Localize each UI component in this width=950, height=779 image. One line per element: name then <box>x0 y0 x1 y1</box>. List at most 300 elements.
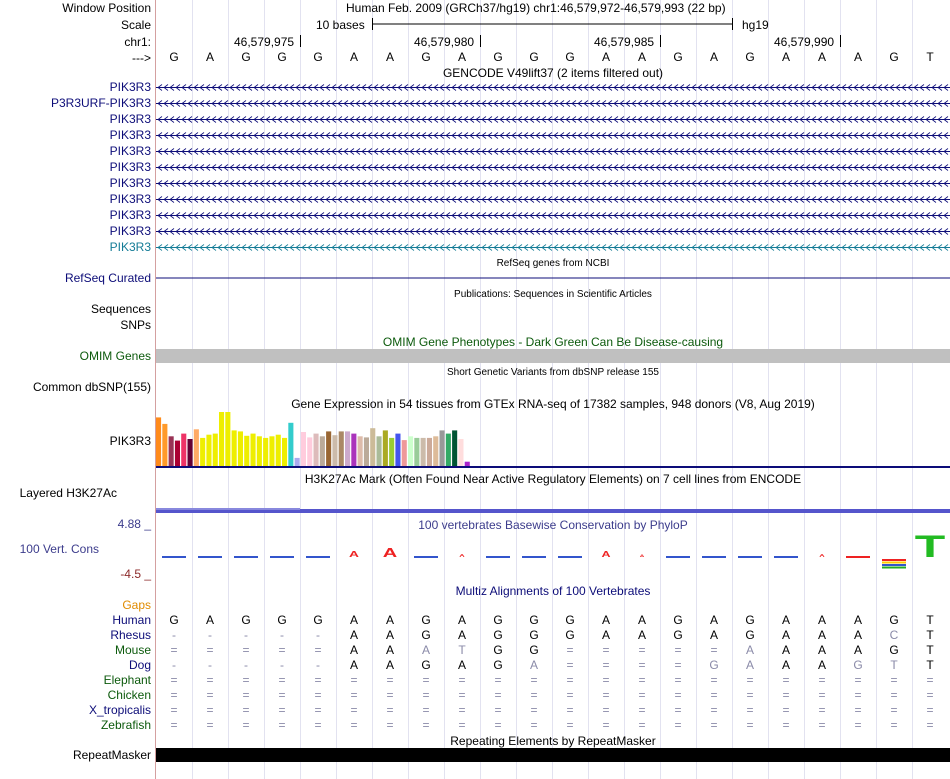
base-letter: A <box>637 50 646 64</box>
gtex-tissue-bar[interactable] <box>314 434 319 466</box>
alignment-base: = <box>350 703 358 717</box>
alignment-base: = <box>206 673 214 687</box>
alignment-base: = <box>386 718 394 732</box>
alignment-base: = <box>782 688 790 702</box>
alignment-base: T <box>458 643 466 657</box>
gtex-tissue-bar[interactable] <box>251 434 256 466</box>
base-letter: A <box>601 50 610 64</box>
alignment-base: G <box>565 613 575 627</box>
gene-label-pik3r3[interactable]: PIK3R3 <box>109 192 151 206</box>
alignment-base: = <box>566 688 574 702</box>
species-label[interactable]: Chicken <box>107 688 151 702</box>
phylop-logo-letter: A <box>382 545 398 560</box>
gtex-tissue-bar[interactable] <box>351 434 356 466</box>
gtex-tissue-bar[interactable] <box>358 436 363 466</box>
alignment-base: = <box>242 673 250 687</box>
gtex-tissue-bar[interactable] <box>175 441 180 466</box>
alignment-base: = <box>674 673 682 687</box>
alignment-base: = <box>638 643 646 657</box>
phylop-flat-mark <box>522 556 546 558</box>
gtex-tissue-bar[interactable] <box>269 436 274 466</box>
publications-track-title: Publications: Sequences in Scientific Articles <box>454 289 652 300</box>
alignment-base: = <box>278 643 286 657</box>
alignment-base: = <box>530 703 538 717</box>
refseq-line[interactable] <box>156 271 950 285</box>
alignment-base: A <box>817 643 826 657</box>
alignment-base: G <box>277 613 287 627</box>
alignment-base: = <box>206 688 214 702</box>
phylop-logo-letter: A <box>459 553 465 559</box>
alignment-base: = <box>494 703 502 717</box>
gencode-track-title: GENCODE V49lift37 (2 items filtered out) <box>442 66 664 80</box>
phylop-logo[interactable] <box>156 532 950 582</box>
alignment-base: T <box>926 658 934 672</box>
coord-tick-label: 46,579,980 <box>414 35 475 49</box>
gene-label-p3r3urf-pik3r3[interactable]: P3R3URF-PIK3R3 <box>50 96 151 110</box>
common-dbsnp-label[interactable]: Common dbSNP(155) <box>32 380 151 394</box>
alignment-base: A <box>781 643 790 657</box>
repeatmasker-track-title: Repeating Elements by RepeatMasker <box>450 734 656 748</box>
gaps-label[interactable]: Gaps <box>122 598 151 612</box>
alignment-base: A <box>457 658 466 672</box>
coord-tick-label: 46,579,990 <box>774 35 835 49</box>
alignment-base: = <box>278 703 286 717</box>
gtex-tissue-bar[interactable] <box>162 424 167 466</box>
phylop-flat-mark <box>198 556 222 558</box>
base-letter: A <box>817 50 826 64</box>
alignment-base: = <box>818 703 826 717</box>
sequences-label[interactable]: Sequences <box>90 302 151 316</box>
alignment-base: = <box>890 718 898 732</box>
gtex-tissue-bar[interactable] <box>263 438 268 466</box>
alignment-base: = <box>278 688 286 702</box>
layered-h3k27ac-label[interactable]: Layered H3K27Ac <box>19 486 117 500</box>
alignment-base: G <box>745 628 755 642</box>
phylop-max-label: 4.88 _ <box>117 517 151 531</box>
alignment-base: G <box>565 628 575 642</box>
alignment-base: = <box>458 673 466 687</box>
scale-label: Scale <box>120 18 151 32</box>
alignment-base: - <box>316 658 320 672</box>
alignment-base: = <box>674 643 682 657</box>
gtex-tissue-bar[interactable] <box>414 438 419 466</box>
gene-label-pik3r3[interactable]: PIK3R3 <box>109 224 151 238</box>
scale-bar <box>156 17 950 31</box>
alignment-base: A <box>853 613 862 627</box>
alignment-base: G <box>673 628 683 642</box>
phylop-logo-letter: A <box>819 553 825 559</box>
alignment-base: A <box>781 628 790 642</box>
gtex-tissue-bar[interactable] <box>194 429 199 466</box>
alignment-base: = <box>242 643 250 657</box>
strand-arrow-label: ---> <box>132 51 151 65</box>
alignment-base: = <box>278 673 286 687</box>
alignment-base: A <box>529 658 538 672</box>
base-letter: G <box>745 50 755 64</box>
gtex-tissue-bar[interactable] <box>402 440 407 466</box>
alignment-base: A <box>601 613 610 627</box>
alignment-base: = <box>494 718 502 732</box>
alignment-base: = <box>710 688 718 702</box>
gtex-tissue-bar[interactable] <box>408 436 413 466</box>
alignment-base: = <box>854 673 862 687</box>
alignment-base: - <box>244 628 248 642</box>
alignment-base: = <box>890 673 898 687</box>
alignment-base: = <box>350 673 358 687</box>
gtex-tissue-bar[interactable] <box>395 434 400 466</box>
alignment-base: = <box>314 703 322 717</box>
alignment-base: G <box>529 643 539 657</box>
base-letter: T <box>926 50 934 64</box>
phylop-flat-mark <box>306 556 330 558</box>
gtex-tissue-bar[interactable] <box>332 435 337 466</box>
alignment-base: A <box>637 628 646 642</box>
gtex-tissue-bar[interactable] <box>295 458 300 466</box>
alignment-base: = <box>566 673 574 687</box>
alignment-base: = <box>746 673 754 687</box>
alignment-base: G <box>493 628 503 642</box>
gtex-tissue-bar[interactable] <box>200 438 205 466</box>
alignment-base: = <box>386 673 394 687</box>
alignment-base: = <box>422 688 430 702</box>
gtex-tissue-bar[interactable] <box>307 437 312 466</box>
base-letter: G <box>565 50 575 64</box>
base-letter: G <box>889 50 899 64</box>
alignment-base: G <box>889 613 899 627</box>
base-letter: G <box>673 50 683 64</box>
alignment-base: T <box>926 643 934 657</box>
alignment-base: A <box>601 628 610 642</box>
alignment-base: - <box>172 628 176 642</box>
base-letter: A <box>853 50 862 64</box>
alignment-base: T <box>926 613 934 627</box>
alignment-base: = <box>602 658 610 672</box>
gtex-tissue-bar[interactable] <box>446 434 451 466</box>
gtex-bar-chart[interactable] <box>156 411 950 469</box>
gtex-tissue-bar[interactable] <box>238 431 243 466</box>
alignment-base: = <box>746 703 754 717</box>
coord-tick-label: 46,579,985 <box>594 35 655 49</box>
vert-cons-label[interactable]: 100 Vert. Cons <box>19 542 99 556</box>
gtex-tissue-bar[interactable] <box>370 428 375 466</box>
gtex-tissue-bar[interactable] <box>288 423 293 466</box>
phylop-logo-letter: A <box>349 550 359 560</box>
alignment-base: A <box>745 658 754 672</box>
snps-label[interactable]: SNPs <box>120 318 151 332</box>
gtex-tissue-bar[interactable] <box>257 436 262 466</box>
alignment-base: = <box>782 718 790 732</box>
base-letter: A <box>349 50 358 64</box>
phylop-flat-mark <box>846 556 870 558</box>
alignment-base: = <box>854 703 862 717</box>
phylop-negative-mark <box>882 564 906 566</box>
assembly-label: hg19 <box>742 18 769 32</box>
window-position-text: Human Feb. 2009 (GRCh37/hg19) chr1:46,579,972-46,579,993 (22 bp) <box>346 1 726 15</box>
species-label[interactable]: Human <box>112 613 151 627</box>
alignment-base: = <box>782 673 790 687</box>
alignment-base: G <box>493 658 503 672</box>
alignment-base: = <box>926 703 934 717</box>
alignment-base: = <box>854 718 862 732</box>
phylop-flat-mark <box>738 556 762 558</box>
alignment-base: A <box>457 628 466 642</box>
alignment-base: = <box>566 658 574 672</box>
alignment-base: A <box>853 643 862 657</box>
alignment-base: G <box>421 658 431 672</box>
alignment-base: = <box>170 703 178 717</box>
alignment-base: A <box>349 643 358 657</box>
scale-text: 10 bases <box>316 18 365 32</box>
refseq-track-title: RefSeq genes from NCBI <box>496 258 610 269</box>
phylop-logo-letter: A <box>601 551 611 560</box>
alignment-base: = <box>638 703 646 717</box>
alignment-base: = <box>746 688 754 702</box>
alignment-base: = <box>818 718 826 732</box>
refseq-curated-label[interactable]: RefSeq Curated <box>64 271 151 285</box>
alignment-base: = <box>458 703 466 717</box>
gtex-tissue-bar[interactable] <box>225 412 230 466</box>
alignment-base: = <box>926 673 934 687</box>
alignment-base: = <box>206 718 214 732</box>
alignment-base: = <box>710 673 718 687</box>
alignment-base: = <box>278 718 286 732</box>
coord-ticks <box>156 34 950 48</box>
gtex-tissue-bar[interactable] <box>326 431 331 466</box>
base-letter: G <box>277 50 287 64</box>
repeatmasker-label[interactable]: RepeatMasker <box>72 748 151 762</box>
gtex-tissue-bar[interactable] <box>440 430 445 466</box>
alignment-base: A <box>709 628 718 642</box>
alignment-base: = <box>458 688 466 702</box>
alignment-base: G <box>313 613 323 627</box>
alignment-base: A <box>817 628 826 642</box>
gene-label-pik3r3[interactable]: PIK3R3 <box>109 160 151 174</box>
alignment-base: = <box>926 688 934 702</box>
phylop-flat-mark <box>234 556 258 558</box>
base-letter: A <box>457 50 466 64</box>
alignment-base: = <box>674 703 682 717</box>
omim-gene-bar[interactable] <box>156 349 950 363</box>
species-label[interactable]: Elephant <box>103 673 151 687</box>
alignment-base: = <box>242 688 250 702</box>
base-letter: A <box>205 50 214 64</box>
alignment-base: = <box>206 643 214 657</box>
alignment-base: = <box>206 703 214 717</box>
gtex-tissue-bar[interactable] <box>282 438 287 466</box>
gtex-tissue-bar[interactable] <box>427 438 432 466</box>
alignment-base: G <box>889 643 899 657</box>
species-label[interactable]: Mouse <box>114 643 151 657</box>
h3k27ac-signal[interactable] <box>156 486 950 514</box>
alignment-base: A <box>349 613 358 627</box>
phylop-negative-mark <box>882 562 906 564</box>
track-area[interactable] <box>156 0 950 779</box>
gene-label-pik3r3-last[interactable]: PIK3R3 <box>109 240 151 254</box>
alignment-base: = <box>386 688 394 702</box>
gtex-tissue-bar[interactable] <box>433 436 438 466</box>
alignment-base: T <box>890 658 898 672</box>
omim-genes-label[interactable]: OMIM Genes <box>79 349 151 363</box>
gtex-tissue-bar[interactable] <box>232 430 237 466</box>
alignment-base: G <box>745 613 755 627</box>
gtex-tissue-bar[interactable] <box>377 436 382 466</box>
alignment-base: - <box>244 658 248 672</box>
alignment-base: - <box>172 658 176 672</box>
alignment-base: = <box>530 673 538 687</box>
phylop-flat-mark <box>414 556 438 558</box>
alignment-base: = <box>638 673 646 687</box>
base-letter: A <box>781 50 790 64</box>
alignment-base: A <box>781 613 790 627</box>
gtex-tissue-bar[interactable] <box>320 436 325 466</box>
alignment-base: = <box>890 688 898 702</box>
alignment-base: - <box>280 658 284 672</box>
alignment-base: = <box>314 688 322 702</box>
alignment-base: = <box>710 718 718 732</box>
gtex-tissue-bar[interactable] <box>465 462 470 466</box>
gene-label-pik3r3-1[interactable]: PIK3R3 <box>109 80 151 94</box>
alignment-base: = <box>602 673 610 687</box>
alignment-base: = <box>710 703 718 717</box>
alignment-base: A <box>205 613 214 627</box>
alignment-base: A <box>817 658 826 672</box>
alignment-base: = <box>350 718 358 732</box>
alignment-base: = <box>422 703 430 717</box>
alignment-base: G <box>421 628 431 642</box>
alignment-base: G <box>493 613 503 627</box>
gtex-tissue-bar[interactable] <box>188 439 193 466</box>
alignment-base: = <box>314 673 322 687</box>
alignment-base: A <box>745 643 754 657</box>
alignment-base: = <box>746 718 754 732</box>
gtex-tissue-bar[interactable] <box>452 430 457 466</box>
alignment-base: - <box>280 628 284 642</box>
alignment-base: = <box>170 718 178 732</box>
alignment-base: = <box>566 643 574 657</box>
gene-label-pik3r3[interactable]: PIK3R3 <box>109 112 151 126</box>
alignment-base: = <box>350 688 358 702</box>
gtex-tissue-bar[interactable] <box>219 412 224 466</box>
base-letter: G <box>313 50 323 64</box>
gtex-tissue-bar[interactable] <box>276 435 281 466</box>
phylop-negative-mark <box>882 559 906 561</box>
alignment-base: = <box>386 703 394 717</box>
gencode-transcripts[interactable] <box>156 80 950 256</box>
gtex-tissue-bar[interactable] <box>156 417 161 466</box>
alignment-base: G <box>853 658 863 672</box>
alignment-base: A <box>385 643 394 657</box>
alignment-base: = <box>818 673 826 687</box>
alignment-base: G <box>529 613 539 627</box>
alignment-base: G <box>673 613 683 627</box>
alignment-base: = <box>890 703 898 717</box>
species-label[interactable]: Zebrafish <box>100 718 151 732</box>
gtex-tissue-bar[interactable] <box>213 434 218 466</box>
gene-label-pik3r3[interactable]: PIK3R3 <box>109 208 151 222</box>
gene-label-pik3r3[interactable]: PIK3R3 <box>109 176 151 190</box>
alignment-base: = <box>710 643 718 657</box>
alignment-base: A <box>709 613 718 627</box>
gtex-tissue-bar[interactable] <box>169 436 174 466</box>
base-letter: G <box>241 50 251 64</box>
gtex-tissue-bar[interactable] <box>244 436 249 466</box>
alignment-base: = <box>170 643 178 657</box>
species-label[interactable]: Rhesus <box>110 628 151 642</box>
alignment-base: = <box>530 718 538 732</box>
gtex-tissue-bar[interactable] <box>339 431 344 466</box>
gtex-tissue-bar[interactable] <box>383 430 388 466</box>
alignment-base: G <box>529 628 539 642</box>
gtex-tissue-bar[interactable] <box>181 434 186 466</box>
gtex-tissue-bar[interactable] <box>345 431 350 466</box>
phylop-min-label: -4.5 _ <box>120 567 151 581</box>
gtex-tissue-bar[interactable] <box>421 438 426 466</box>
alignment-base: G <box>169 613 179 627</box>
gtex-tissue-bar[interactable] <box>458 439 463 466</box>
gtex-tissue-bar[interactable] <box>301 432 306 466</box>
alignment-base: = <box>314 643 322 657</box>
alignment-base: A <box>421 643 430 657</box>
alignment-base: = <box>494 688 502 702</box>
phylop-flat-mark <box>774 556 798 558</box>
alignment-base: = <box>314 718 322 732</box>
species-label[interactable]: Dog <box>128 658 151 672</box>
gtex-tissue-bar[interactable] <box>364 437 369 466</box>
track-labels <box>0 0 155 779</box>
coord-tick-label: 46,579,975 <box>234 35 295 49</box>
base-letter: A <box>385 50 394 64</box>
alignment-base: A <box>385 613 394 627</box>
alignment-base: = <box>818 688 826 702</box>
alignment-base: A <box>385 658 394 672</box>
alignment-base: - <box>316 628 320 642</box>
base-letter: G <box>493 50 503 64</box>
window-position-label: Window Position <box>62 1 151 15</box>
alignment-base: = <box>422 718 430 732</box>
alignment-base: = <box>674 718 682 732</box>
alignment-base: G <box>421 613 431 627</box>
repeatmasker-bar[interactable] <box>156 748 950 762</box>
phylop-flat-mark <box>666 556 690 558</box>
phylop-logo-letter: T <box>914 532 946 564</box>
phylop-flat-mark <box>558 556 582 558</box>
alignment-base: T <box>926 628 934 642</box>
alignment-base: A <box>349 658 358 672</box>
alignment-base: = <box>674 658 682 672</box>
species-label[interactable]: X_tropicalis <box>88 703 151 717</box>
gene-label-pik3r3[interactable]: PIK3R3 <box>109 144 151 158</box>
gene-label-pik3r3[interactable]: PIK3R3 <box>109 128 151 142</box>
alignment-base: - <box>208 658 212 672</box>
alignment-base: = <box>602 718 610 732</box>
gtex-tissue-bar[interactable] <box>389 438 394 466</box>
alignment-base: = <box>674 688 682 702</box>
alignment-base: = <box>242 703 250 717</box>
alignment-base: = <box>170 688 178 702</box>
omim-track-title: OMIM Gene Phenotypes - Dark Green Can Be Disease-causing <box>382 335 724 349</box>
alignment-base: A <box>637 613 646 627</box>
gtex-tissue-bar[interactable] <box>206 435 211 466</box>
alignment-base: - <box>208 628 212 642</box>
gtex-gene-label[interactable]: PIK3R3 <box>109 434 151 448</box>
phylop-flat-mark <box>486 556 510 558</box>
chr-label: chr1: <box>124 35 151 49</box>
alignment-base: A <box>817 613 826 627</box>
phylop-flat-mark <box>162 556 186 558</box>
alignment-base: = <box>926 718 934 732</box>
alignment-base: G <box>241 613 251 627</box>
dbsnp-track-title: Short Genetic Variants from dbSNP release 155 <box>447 367 659 378</box>
